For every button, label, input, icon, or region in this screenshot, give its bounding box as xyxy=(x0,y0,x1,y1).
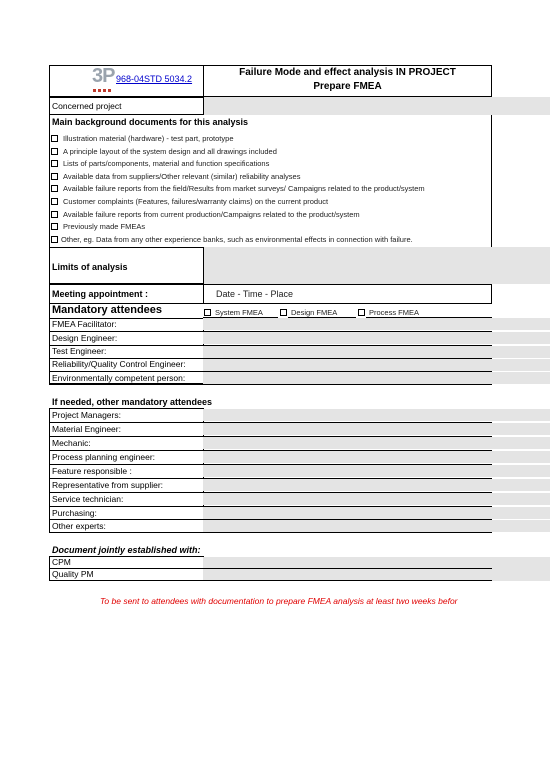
mandatory-heading: Mandatory attendees xyxy=(52,304,163,316)
jointly-row-label: CPM xyxy=(52,557,71,567)
bg-doc-checkbox-3[interactable] xyxy=(51,160,58,167)
system-fmea-checkbox[interactable] xyxy=(204,309,211,316)
logo-dots xyxy=(93,89,113,92)
mandatory-row-field[interactable] xyxy=(203,318,550,330)
bg-doc-checkbox-4[interactable] xyxy=(51,173,58,180)
optional-row-field[interactable] xyxy=(203,451,550,463)
meeting-value[interactable]: Date - Time - Place xyxy=(216,289,294,299)
optional-row-field[interactable] xyxy=(203,409,550,421)
limits-label: Limits of analysis xyxy=(52,262,128,272)
logo-text: 3P xyxy=(92,65,115,87)
bg-doc-checkbox-2[interactable] xyxy=(51,148,58,155)
footer-note: To be sent to attendees with documentation to prepare FMEA analysis at least two weeks befor xyxy=(100,596,458,606)
bg-doc-item-6: Customer complaints (Features, failures/warranty claims) on the current product xyxy=(63,197,329,206)
company-logo xyxy=(92,65,118,94)
process-fmea-label: Process FMEA xyxy=(369,308,420,317)
concerned-project-field[interactable] xyxy=(204,97,550,115)
optional-row-field[interactable] xyxy=(203,465,550,477)
optional-heading: If needed, other mandatory attendees xyxy=(52,397,213,407)
optional-row-label: Representative from supplier: xyxy=(52,480,164,490)
bg-doc-checkbox-7[interactable] xyxy=(51,211,58,218)
optional-row-label: Material Engineer: xyxy=(52,424,121,434)
optional-row-label: Project Managers: xyxy=(52,410,121,420)
mandatory-row-field[interactable] xyxy=(203,332,550,344)
optional-row-field[interactable] xyxy=(203,493,550,505)
mandatory-row-field[interactable] xyxy=(203,346,550,358)
optional-row-field[interactable] xyxy=(203,479,550,491)
design-fmea-checkbox[interactable] xyxy=(280,309,287,316)
mandatory-row-label: Reliability/Quality Control Engineer: xyxy=(52,359,186,369)
system-fmea-label: System FMEA xyxy=(215,308,263,317)
mandatory-row-field[interactable] xyxy=(203,372,550,384)
background-docs-heading: Main background documents for this analysis xyxy=(52,117,249,127)
bg-doc-item-2: A principle layout of the system design and all drawings included xyxy=(63,147,277,156)
row-divider xyxy=(49,384,492,385)
jointly-row-label: Quality PM xyxy=(52,569,94,579)
design-fmea-label: Design FMEA xyxy=(291,308,338,317)
optional-row-field[interactable] xyxy=(203,423,550,435)
bg-doc-item-4: Available data from suppliers/Other relevant (similar) reliability analyses xyxy=(63,172,301,181)
optional-row-label: Other experts: xyxy=(52,521,106,531)
limits-field[interactable] xyxy=(204,247,550,284)
doc-ref-link[interactable]: 968-04STD 5034.2 xyxy=(116,74,193,84)
bg-doc-item-8: Previously made FMEAs xyxy=(63,222,146,231)
row-divider xyxy=(49,580,492,581)
concerned-project-label: Concerned project xyxy=(52,101,122,111)
optional-row-field[interactable] xyxy=(203,520,550,532)
optional-row-label: Mechanic: xyxy=(52,438,91,448)
bg-doc-item-3: Lists of parts/components, material and function specifications xyxy=(63,159,270,168)
optional-row-label: Process planning engineer: xyxy=(52,452,156,462)
optional-row-label: Feature responsible : xyxy=(52,466,132,476)
bg-doc-item-9: Other, eg. Data from any other experience banks, such as environmental effects in connection with failure. xyxy=(61,235,413,244)
title-line-1: Failure Mode and effect analysis IN PROJECT xyxy=(239,67,456,78)
optional-row-field[interactable] xyxy=(203,507,550,519)
bg-doc-checkbox-8[interactable] xyxy=(51,223,58,230)
optional-row-label: Service technician: xyxy=(52,494,124,504)
bg-doc-checkbox-5[interactable] xyxy=(51,185,58,192)
bg-doc-checkbox-1[interactable] xyxy=(51,135,58,142)
process-fmea-checkbox[interactable] xyxy=(358,309,365,316)
mandatory-row-label: Environmentally competent person: xyxy=(52,373,186,383)
bg-doc-item-1: Illustration material (hardware) - test part, prototype xyxy=(63,134,234,143)
meeting-label: Meeting appointment : xyxy=(52,289,148,299)
row-divider xyxy=(49,532,492,533)
mandatory-row-field[interactable] xyxy=(203,359,550,371)
mandatory-row-label: Design Engineer: xyxy=(52,333,118,343)
optional-row-label: Purchasing: xyxy=(52,508,97,518)
bg-doc-item-7: Available failure reports from current production/Campaigns related to the product/system xyxy=(63,210,360,219)
bg-doc-checkbox-9[interactable] xyxy=(51,236,58,243)
mandatory-row-label: Test Engineer: xyxy=(52,346,107,356)
mandatory-row-label: FMEA Facilitator: xyxy=(52,319,117,329)
title-line-2: Prepare FMEA xyxy=(313,81,382,92)
optional-row-field[interactable] xyxy=(203,437,550,449)
bg-doc-item-5: Available failure reports from the field/Results from market surveys/ Campaigns related to the product/system xyxy=(63,184,425,193)
jointly-heading: Document jointly established with: xyxy=(52,545,201,555)
bg-doc-checkbox-6[interactable] xyxy=(51,198,58,205)
meeting-divider xyxy=(203,284,204,304)
